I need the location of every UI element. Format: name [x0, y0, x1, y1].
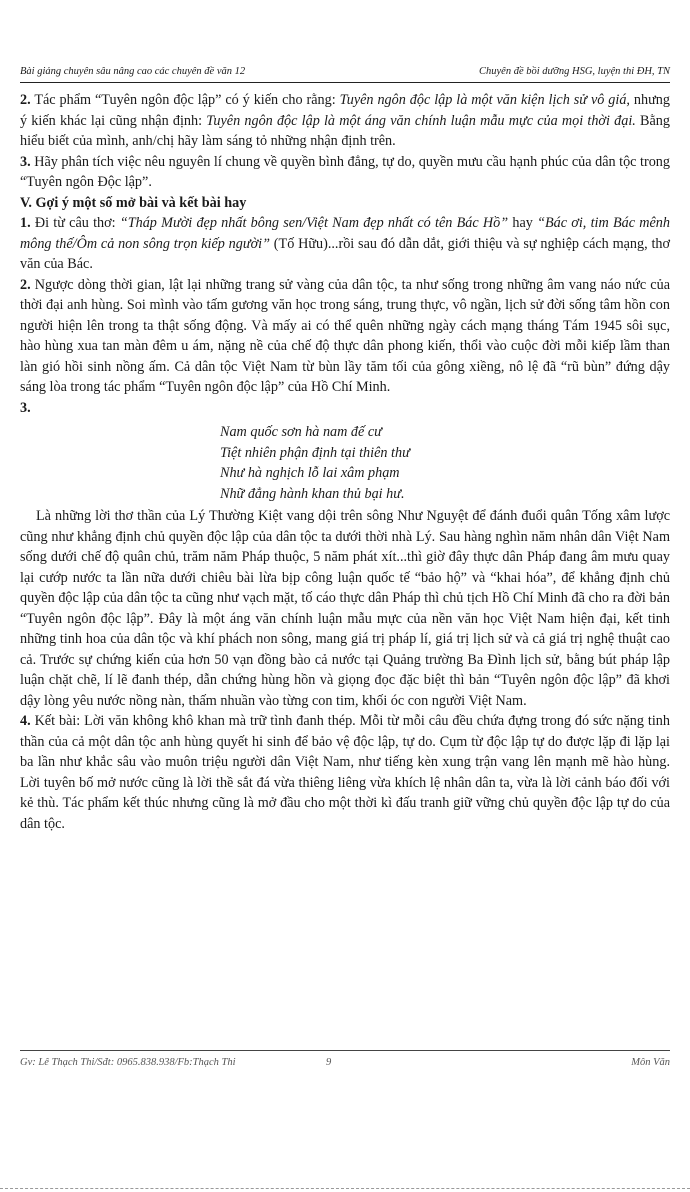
item-2-number: 2.: [20, 276, 31, 293]
question-2: [20, 90, 670, 152]
item-1-text-a: Đi từ câu thơ:: [30, 215, 120, 231]
question-2-text-b: nhưng ý kiến khác lại cũng nhận định:: [20, 92, 670, 129]
item-1-text-b: hay: [508, 215, 538, 231]
item-3: [20, 398, 670, 419]
question-3: [20, 152, 670, 193]
item-1: [20, 213, 670, 275]
poem-line: Nam quốc sơn hà nam đế cư: [220, 424, 382, 440]
footer-subject: Môn Văn: [631, 1057, 670, 1068]
question-3-number: 3.: [20, 153, 31, 170]
question-2-quote-b: Tuyên ngôn độc lập là một áng văn chính luận mẫu mực của mọi thời đại.: [206, 112, 636, 129]
page-content: [20, 90, 670, 834]
page-footer: [20, 1050, 670, 1069]
poem: [220, 422, 670, 504]
question-2-text-c: Bằng hiểu biết của mình, anh/chị hãy làm sáng tỏ những nhận định trên.: [20, 112, 670, 149]
section-heading: V. Gợi ý một số mở bài và kết bài hay: [20, 194, 247, 211]
item-2: [20, 275, 670, 398]
item-4-number: 4.: [20, 713, 31, 729]
page-number: 9: [326, 1057, 332, 1068]
item-1-text-c: (Tố Hữu)...rồi sau đó dẫn dắt, giới thiệu và sự nghiệp cách mạng, thơ văn của Bác.: [20, 235, 670, 272]
page-edge-divider: [0, 1188, 690, 1189]
question-2-text-a: Tác phẩm “Tuyên ngôn độc lập” có ý kiến cho rằng:: [30, 92, 340, 108]
question-3-text: Hãy phân tích việc nêu nguyên lí chung về quyền bình đẳng, tự do, quyền mưu cầu hạnh phúc của dân tộc trong “Tuyên ngôn Độc lập”.: [20, 153, 670, 190]
item-4: [20, 711, 670, 834]
item-3-text: Là những lời thơ thần của Lý Thường Kiệt vang dội trên sông Như Nguyệt để đánh đuổi quân Tống xâm lược cũng như khẳng định chủ quyền độc lập của dân tộc ta dưới thời nhà Lý. Sau hàng nghìn năm nhân dân Việt Nam sống dưới chế độ quân chủ, trăm năm Pháp thuộc, 5 năm phát xít...thì giờ đây thực dân Pháp đang âm mưu quay lại cướp nước ta lần nữa dưới chiêu bài lừa bịp công luận quốc tế “bảo hộ” và “khai hóa”, để khẳng định chủ quyền độc lập của dân tộc ta cũng như vạch mặt, tố cáo thực dân Pháp thì chủ tịch Hồ Chí Minh đã cho ra đời bản “Tuyên ngôn độc lập”. Đây là một áng văn chính luận mẫu mực của nền văn học Việt Nam hiện đại, kết tinh những tinh hoa của dân tộc và khí phách non sông, mang giá trị pháp lí, giá trị lịch sử và cả giá trị nghệ thuật cao cả. Trước sự chứng kiến của hơn 50 vạn đồng bào cả nước tại Quảng trường Ba Đình lịch sử, bằng bút pháp lập luận chặt chẽ, lí lẽ đanh thép, dẫn chứng hùng hồn và giọng đọc đặc biệt thì bản “Tuyên ngôn độc lập” đã khơi dậy lòng yêu nước nồng nàn, thấm nhuần vào từng con tim, khối óc con người Việt Nam.: [20, 508, 670, 709]
poem-line: Tiệt nhiên phận định tại thiên thư: [220, 444, 410, 461]
question-2-quote-a: Tuyên ngôn độc lập là một văn kiện lịch sử vô giá,: [339, 92, 630, 108]
poem-line: Như hà nghịch lỗ lai xâm phạm: [220, 465, 400, 481]
item-2-text: Ngược dòng thời gian, lật lại những trang sử vàng của dân tộc, ta như sống trong những âm vang náo nức của thời đại anh hùng. Soi mình vào tấm gương văn học trong sáng, trung thực, vô ngần, lịch sử đời sống tâm hồn con người hiện lên trong ta thật sống động. Và mấy ai có thể quên những ngày cách mạng tháng Tám 1945 sôi sục, hào hùng xua tan màn đêm u ám, nặng nề của chế độ thực dân phong kiến, thổi vào cuộc đời mỗi kiếp lầm than làn gió hồi sinh nồng ấm. Cả dân tộc Việt Nam từ bùn lầy tăm tối của gông xiềng, nô lệ đã “rũ bùn” đứng dậy sáng lòa trong tác phẩm “Tuyên ngôn độc lập” của Hồ Chí Minh.: [20, 276, 670, 395]
item-4-text: Kết bài: Lời văn không khô khan mà trữ tình đanh thép. Mỗi từ mỗi câu đều chứa đựng trong đó sức nặng tinh thần của cả một dân tộc anh hùng quyết hi sinh để bảo vệ độc lập, tự do. Cụm từ độc lập tự do được lặp đi lặp lại ba lần như khắc sâu vào muôn triệu người dân Việt Nam, như tiếng kèn xung trận vang lên mạnh mẽ hào hùng. Lời tuyên bố mở nước cũng là lời thề sắt đá vừa thiêng liêng vừa khích lệ nhân dân ta, vừa là lời cảnh báo đối với kẻ thù. Tác phẩm kết thúc nhưng cũng là mở đầu cho một thời kì đấu tranh giữ vững chủ quyền độc lập tự do của dân tộc.: [20, 713, 670, 832]
item-1-quote-b: “Bác ơi, tim Bác mênh mông thế/Ôm cả non sông trọn kiếp người”: [20, 215, 670, 252]
poem-line: Nhữ đẳng hành khan thủ bại hư.: [220, 485, 405, 502]
item-1-quote-a: “Tháp Mười đẹp nhất bông sen/Việt Nam đẹp nhất có tên Bác Hồ”: [119, 215, 509, 231]
header-left: Bài giảng chuyên sâu nâng cao các chuyên đề văn 12: [20, 66, 246, 77]
page-header: [20, 64, 670, 83]
question-2-number: 2.: [20, 92, 31, 108]
item-3-number: 3.: [20, 399, 31, 416]
header-right: Chuyên đề bồi dưỡng HSG, luyện thi ĐH, TN: [479, 66, 670, 77]
footer-author: Gv: Lê Thạch Thi/Sđt: 0965.838.938/Fb:Thạch Thi: [20, 1057, 236, 1068]
item-1-number: 1.: [20, 215, 31, 231]
